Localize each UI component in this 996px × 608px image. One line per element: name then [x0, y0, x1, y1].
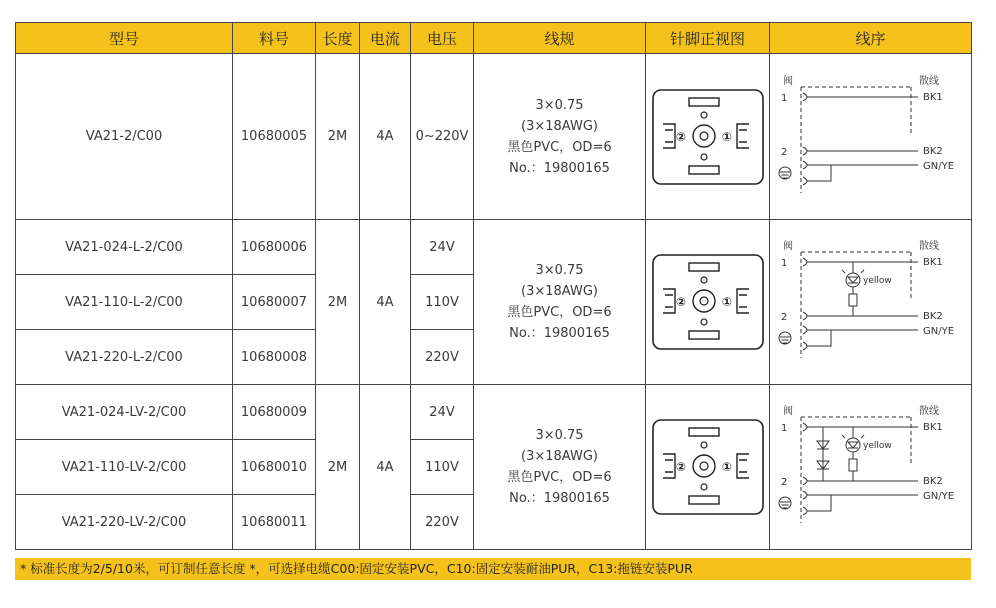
- ground-symbol-icon: [779, 167, 791, 179]
- mark-bottom: [701, 319, 707, 325]
- voltage-cell: 220V: [411, 330, 474, 385]
- led-color-label: yellow: [862, 441, 892, 451]
- model-cell: VA21-220-L-2/C00: [16, 330, 233, 385]
- ground-contact-2: [803, 177, 807, 185]
- connector-pin-diagram: [651, 88, 765, 186]
- bk2-label: BK2: [922, 311, 943, 322]
- bk1-label: BK1: [922, 91, 943, 103]
- pin-2-number: 2: [780, 477, 787, 488]
- pin-1-number: 1: [780, 423, 787, 434]
- footnote: * 标准长度为2/5/10米，可订制任意长度 *，可选择电缆C00:固定安装PVC，C10:固定安装耐油PUR，C13:拖链安装PUR: [15, 558, 971, 580]
- cable-line: 黑色PVC，OD=6: [507, 305, 612, 320]
- gnye-label: GN/YE: [922, 160, 954, 172]
- center-screw-hole: [700, 297, 708, 305]
- voltage-cell: 110V: [411, 440, 474, 495]
- connector-pin-diagram: [651, 418, 765, 516]
- cable-line: (3×18AWG): [521, 118, 598, 134]
- ground-blade-top: [689, 98, 719, 106]
- ground-blade-bottom: [689, 496, 719, 504]
- valve-label: 阀: [782, 75, 793, 87]
- ground-contact-2: [803, 342, 807, 350]
- valve-label: 阀: [782, 241, 793, 252]
- ground-jumper: [807, 330, 831, 346]
- bk1-label: BK1: [922, 422, 943, 433]
- table-row: [16, 220, 972, 275]
- model-cell: VA21-220-LV-2/C00: [16, 495, 233, 550]
- voltage-cell: 24V: [411, 385, 474, 440]
- bk2-label: BK2: [922, 145, 943, 157]
- pin-2-label: ②: [675, 129, 686, 144]
- ground-blade-top: [689, 428, 719, 436]
- voltage-cell: 24V: [411, 220, 474, 275]
- cable-line: No.：19800165: [509, 326, 610, 341]
- current-cell: 4A: [360, 385, 411, 550]
- pin-2-label: ②: [675, 460, 686, 474]
- led-icon: [846, 438, 860, 452]
- length-cell: 2M: [316, 54, 360, 220]
- pin-1-label: ①: [721, 129, 732, 144]
- header-wiring: 线序: [770, 23, 972, 54]
- pin-2-contact: [803, 312, 807, 320]
- header-row: [16, 23, 972, 54]
- pin-1-contact: [803, 93, 807, 101]
- part-cell: 10680006: [233, 220, 316, 275]
- cable-line: 黑色PVC，OD=6: [507, 470, 612, 485]
- cable-line: No.：19800165: [509, 491, 610, 506]
- pin-2-label: ②: [675, 295, 686, 309]
- ground-contact: [803, 161, 807, 169]
- pin-view-cell: [646, 220, 770, 385]
- cable-line: 3×0.75: [535, 97, 584, 113]
- pin-1-number: 1: [780, 258, 787, 269]
- cable-line: (3×18AWG): [521, 449, 598, 464]
- model-cell: VA21-110-L-2/C00: [16, 275, 233, 330]
- ground-jumper: [807, 495, 831, 511]
- wiring-cell: [770, 220, 972, 385]
- header-cable: 线规: [474, 23, 646, 54]
- part-cell: 10680007: [233, 275, 316, 330]
- ground-contact: [803, 326, 807, 334]
- current-cell: 4A: [360, 220, 411, 385]
- pin-1-number: 1: [780, 92, 787, 104]
- voltage-cell: 110V: [411, 275, 474, 330]
- current-cell: 4A: [360, 54, 411, 220]
- cable-line: (3×18AWG): [521, 284, 598, 299]
- header-voltage: 电压: [411, 23, 474, 54]
- header-pin-view: 针脚正视图: [646, 23, 770, 54]
- connector-pin-diagram: [651, 253, 765, 351]
- gnye-label: GN/YE: [922, 491, 954, 502]
- mark-top: [701, 277, 707, 283]
- loose-wire-label: 散线: [918, 75, 939, 87]
- pin-2-number: 2: [780, 146, 787, 158]
- ground-blade-bottom: [689, 331, 719, 339]
- voltage-cell: 220V: [411, 495, 474, 550]
- resistor: [849, 459, 857, 471]
- ground-contact-2: [803, 507, 807, 515]
- wiring-diagram: [773, 238, 969, 366]
- voltage-cell: 0~220V: [411, 54, 474, 220]
- part-cell: 10680005: [233, 54, 316, 220]
- mark-bottom: [701, 154, 707, 160]
- cable-spec-cell: [474, 385, 646, 550]
- header-length: 长度: [316, 23, 360, 54]
- pin-view-cell: [646, 54, 770, 220]
- pin-1-contact: [803, 258, 807, 266]
- loose-wire-label: 散线: [918, 241, 939, 252]
- cable-spec-cell: [474, 220, 646, 385]
- header-current: 电流: [360, 23, 411, 54]
- part-cell: 10680009: [233, 385, 316, 440]
- pin-view-cell: [646, 385, 770, 550]
- model-cell: VA21-110-LV-2/C00: [16, 440, 233, 495]
- part-cell: 10680010: [233, 440, 316, 495]
- wiring-diagram: [773, 73, 969, 201]
- model-cell: VA21-2/C00: [16, 54, 233, 220]
- cable-line: 黑色PVC，OD=6: [507, 139, 612, 155]
- cable-spec-cell: [474, 54, 646, 220]
- part-cell: 10680011: [233, 495, 316, 550]
- loose-wire-label: 散线: [918, 406, 939, 417]
- pin-2-contact: [803, 477, 807, 485]
- ground-symbol-icon: [779, 497, 791, 509]
- length-cell: 2M: [316, 385, 360, 550]
- mark-bottom: [701, 484, 707, 490]
- dashed-enclosure: [801, 87, 911, 193]
- wiring-cell: [770, 385, 972, 550]
- ground-blade-bottom: [689, 166, 719, 174]
- pin-1-contact: [803, 423, 807, 431]
- cable-line: No.：19800165: [509, 160, 610, 176]
- bk1-label: BK1: [922, 257, 943, 268]
- table-row: [16, 385, 972, 440]
- table-row: [16, 54, 972, 220]
- cable-line: 3×0.75: [535, 428, 584, 443]
- center-screw-hole: [700, 132, 708, 140]
- header-model: 型号: [16, 23, 233, 54]
- length-cell: 2M: [316, 220, 360, 385]
- pin-1-label: ①: [721, 460, 732, 474]
- ground-symbol-icon: [779, 332, 791, 344]
- resistor: [849, 294, 857, 306]
- model-cell: VA21-024-LV-2/C00: [16, 385, 233, 440]
- header-part-number: 料号: [233, 23, 316, 54]
- led-color-label: yellow: [862, 276, 892, 286]
- ground-blade-top: [689, 263, 719, 271]
- ground-contact: [803, 491, 807, 499]
- wiring-diagram: [773, 403, 969, 531]
- cable-line: 3×0.75: [535, 263, 584, 278]
- pin-2-contact: [803, 147, 807, 155]
- mark-top: [701, 442, 707, 448]
- ground-jumper: [807, 165, 831, 181]
- wiring-cell: [770, 54, 972, 220]
- led-icon: [846, 273, 860, 287]
- pin-1-label: ①: [721, 295, 732, 309]
- gnye-label: GN/YE: [922, 326, 954, 337]
- part-cell: 10680008: [233, 330, 316, 385]
- bk2-label: BK2: [922, 476, 943, 487]
- spec-table: [15, 22, 972, 550]
- mark-top: [701, 112, 707, 118]
- center-screw-hole: [700, 462, 708, 470]
- valve-label: 阀: [782, 406, 793, 417]
- model-cell: VA21-024-L-2/C00: [16, 220, 233, 275]
- pin-2-number: 2: [780, 312, 787, 323]
